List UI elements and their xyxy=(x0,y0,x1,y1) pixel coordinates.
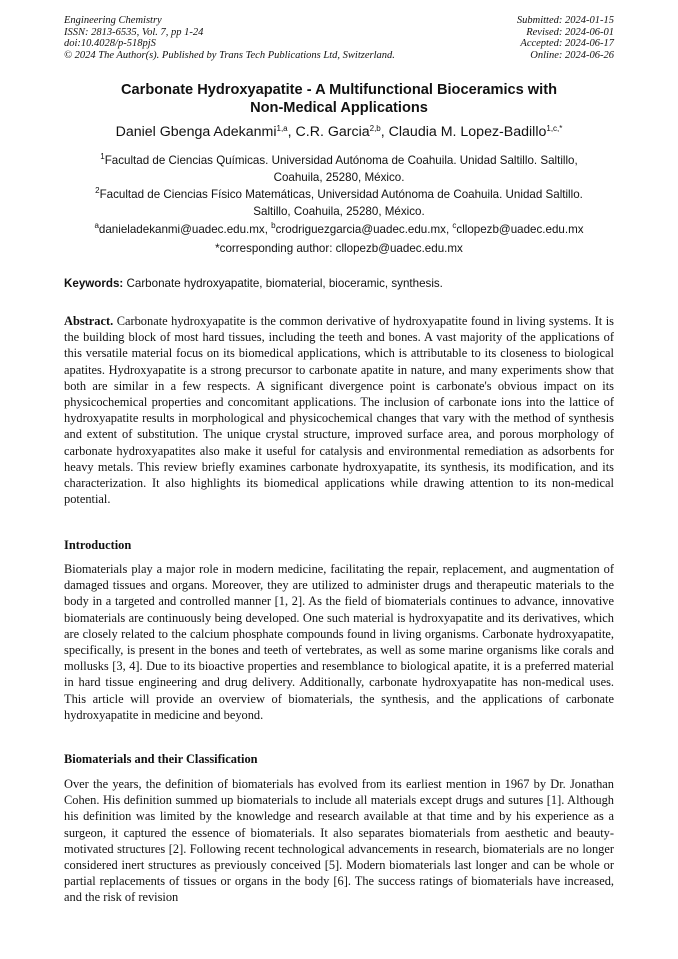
author-list xyxy=(40,124,638,140)
corresponding-author: *corresponding author: cllopezb@uadec.edu.mx xyxy=(215,242,463,255)
affiliation-marker: 1 xyxy=(100,152,105,161)
introduction-paragraph: Biomaterials play a major role in modern medicine, facilitating the repair, replacement, and augmentation of damaged tissues and organs. Moreover, they are utilized to administer drugs and therapeutic materials to the body in a targeted and controlled manner [1, 2]. As the field of biomaterials continues to advance, innovative biomaterials are continuously being developed. One such material is hydroxyapatite and its derivatives, which are closely related to the calcium phosphate compounds found in living organisms. Carbonate hydroxyapatite, specifically, is present in the bones and teeth of vertebrates, as well as some marine organisms like corals and mollusks [3, 4]. Due to its bioactive properties and resemblance to biological apatite, it is a preferred material in hard tissue engineering and drug delivery. Additionally, carbonate hydroxyapatite has non-medical uses. This article will provide an overview of biomaterials, the synthesis, and the applications of carbonate hydroxyapatite in medicine and beyond. xyxy=(64,562,614,722)
paper-title xyxy=(64,82,614,118)
author-superscript: 1,a xyxy=(276,124,288,133)
keywords xyxy=(64,277,614,290)
dates-header xyxy=(517,15,614,61)
abstract-label: Abstract. xyxy=(64,314,114,328)
email-list xyxy=(40,221,638,236)
biomaterials-paragraph: Over the years, the definition of biomaterials has evolved from its earliest mention in 1967 by Dr. Jonathan Cohen. His definition summed up biomaterials to include all materials except drugs and sutures [1]. Although his definition was limited by the knowledge and research available at that time and by his experience as a surgeon, it captured the essence of biomaterials. It also separates biomaterials from aesthetic and beauty-motivated structures [2]. Following recent technological advancements in research, biomaterials are no longer considered inert structures as previously conceived [5]. Modern biomaterials last longer and can be whole or partial replacements of tissues or organs in the body [6]. The success ratings of biomaterials have increased, and the risk of revision xyxy=(64,777,614,905)
abstract xyxy=(64,313,614,507)
section-heading-biomaterials: Biomaterials and their Classification xyxy=(64,752,258,766)
author-superscript: 2,b xyxy=(369,124,381,133)
online-date: Online: 2024-06-26 xyxy=(530,49,614,61)
author-name: Claudia M. Lopez-Badillo xyxy=(388,124,547,140)
author-superscript: 1,c,* xyxy=(546,124,563,133)
affiliation-line: Facultad de Ciencias Físico Matemáticas, Universidad Autónoma de Coahuila. Unidad Saltillo. xyxy=(99,188,583,201)
keywords-text: Carbonate hydroxyapatite, biomaterial, bioceramic, synthesis. xyxy=(123,277,443,290)
journal-name: Engineering Chemistry xyxy=(64,15,162,26)
author-separator: , xyxy=(380,124,389,140)
email-marker: b xyxy=(271,221,276,230)
affiliation-line: Facultad de Ciencias Químicas. Universidad Autónoma de Coahuila. Unidad Saltillo. Saltillo, xyxy=(104,154,578,167)
author-separator: , xyxy=(287,124,296,140)
title-line-2: Non-Medical Applications xyxy=(250,99,428,116)
email-address[interactable]: crodriguezgarcia@uadec.edu.mx xyxy=(275,223,446,236)
affiliation-2 xyxy=(64,182,614,220)
author-name: Daniel Gbenga Adekanmi xyxy=(115,124,277,140)
title-line-1: Carbonate Hydroxyapatite - A Multifunctional Bioceramics with xyxy=(121,82,557,98)
section-heading-introduction: Introduction xyxy=(64,538,132,552)
affiliation-1 xyxy=(64,148,614,186)
revised-date: Revised: 2024-06-01 xyxy=(526,26,614,38)
accepted-date: Accepted: 2024-06-17 xyxy=(520,38,614,50)
abstract-text: Carbonate hydroxyapatite is the common derivative of hydroxyapatite found in living systems. It is the building block of most hard tissues, including the teeth and bones. A vast majority of the applications of this versatile material focus on its biomedical applications, which is attributable to its closeness to biological apatites. Hydroxyapatite is a strong precursor to carbonate apatite in nature, and many experiments show that both are similar in a few respects. A significant divergence point is carbonate's obvious impact on its physicochemical properties and concomitant applications. The inclusion of carbonate ions into the lattice of hydroxyapatite results in morphological and physicochemical changes that vary with the method of synthesis and extent of substitution. The unique crystal structure, improved surface area, and porous morphology of carbonate hydroxyapatites also make it useful for catalysis and environmental remediation as adsorbents for heavy metals. This review briefly examines carbonate hydroxyapatite, its synthesis, its modification, and its characterization. It also highlights its biomedical applications while drawing attention to its non-medical potential. xyxy=(64,314,614,507)
journal-header xyxy=(64,15,395,61)
email-marker: a xyxy=(94,221,99,230)
doi-line[interactable]: doi:10.4028/p-518pjS xyxy=(64,38,156,50)
author-name: C.R. Garcia xyxy=(295,124,370,140)
copyright-line: © 2024 The Author(s). Published by Trans Tech Publications Ltd, Switzerland. xyxy=(64,49,395,61)
affiliation-line: Saltillo, Coahuila, 25280, México. xyxy=(253,205,425,219)
email-separator: , xyxy=(264,223,272,236)
affiliation-line: Coahuila, 25280, México. xyxy=(273,171,405,185)
submitted-date: Submitted: 2024-01-15 xyxy=(516,15,614,26)
issn-line: ISSN: 2813-6535, Vol. 7, pp 1-24 xyxy=(64,26,204,38)
email-address[interactable]: danieladekanmi@uadec.edu.mx xyxy=(98,223,265,236)
email-separator: , xyxy=(445,223,453,236)
email-marker: c xyxy=(452,221,457,230)
keywords-label: Keywords: xyxy=(64,277,124,290)
affiliation-marker: 2 xyxy=(95,186,100,195)
email-address[interactable]: cllopezb@uadec.edu.mx xyxy=(456,223,584,236)
